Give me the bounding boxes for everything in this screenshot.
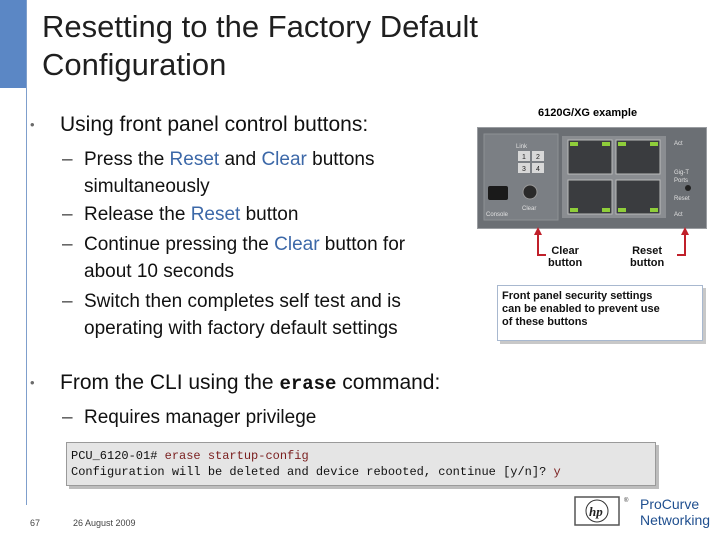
step-line-cont: simultaneously xyxy=(84,176,210,197)
text: button xyxy=(240,204,299,225)
hp-logo-icon xyxy=(574,496,620,526)
step-manager-privilege xyxy=(62,404,470,431)
bullet-text xyxy=(60,370,440,397)
dash: – xyxy=(62,291,73,312)
text: button for xyxy=(319,234,406,255)
ports-label: Ports xyxy=(674,178,689,184)
text: buttons xyxy=(306,149,375,170)
clear-button-label xyxy=(548,245,582,269)
text: Continue pressing the xyxy=(84,234,275,255)
title-line-2: Configuration xyxy=(42,47,227,82)
cli-line-2 xyxy=(71,464,655,480)
step-line xyxy=(70,231,470,258)
step-release-reset xyxy=(62,201,470,228)
page-number: 67 xyxy=(30,518,41,528)
procurve-brand xyxy=(640,496,710,528)
clear-highlight: Clear xyxy=(274,234,320,255)
dash: – xyxy=(62,407,73,428)
act-bottom-label: Act xyxy=(674,212,683,218)
cli-output: Configuration will be deleted and device rebooted, continue [y/n]? xyxy=(71,465,554,479)
bullet-text: Using front panel control buttons: xyxy=(60,113,369,136)
cli-line-1 xyxy=(71,448,655,464)
clear-highlight: Clear xyxy=(261,149,307,170)
step-line-cont: operating with factory default settings xyxy=(84,318,398,339)
brand-line1: ProCurve xyxy=(640,496,700,512)
text: command: xyxy=(336,371,441,394)
blue-accent-block xyxy=(0,0,26,88)
step-line xyxy=(70,201,470,228)
dash: – xyxy=(62,204,73,225)
reset-button-label xyxy=(630,245,664,269)
reset-label-small: Reset xyxy=(674,196,690,202)
port-number: 1 xyxy=(522,154,526,161)
reset-highlight: Reset xyxy=(190,204,241,225)
port-number: 2 xyxy=(536,154,540,161)
cli-answer: y xyxy=(553,465,561,479)
reset-label-line2: button xyxy=(630,257,665,269)
left-accent-bar xyxy=(0,0,26,540)
port-number: 4 xyxy=(536,166,540,173)
callout-line2: can be enabled to prevent use xyxy=(502,303,660,315)
step-press-buttons xyxy=(62,146,470,200)
clear-label-line1: Clear xyxy=(551,245,579,257)
port-number: 3 xyxy=(522,166,526,173)
brand-line2: Networking xyxy=(640,512,711,528)
clear-arrow-head xyxy=(534,227,542,235)
step-line-cont: about 10 seconds xyxy=(84,261,235,282)
hp-logo-text: hp xyxy=(589,504,603,519)
act-top-label: Act xyxy=(674,141,683,147)
clear-label-line2: button xyxy=(548,257,583,269)
title-line-1: Resetting to the Factory Default xyxy=(42,9,478,44)
dash: – xyxy=(62,149,73,170)
cli-box xyxy=(66,442,656,486)
gig-t-label: Gig-T xyxy=(674,170,689,176)
left-divider-line xyxy=(26,0,27,505)
slide-title xyxy=(42,8,602,84)
callout-line1: Front panel security settings xyxy=(502,290,653,302)
text: From the CLI using the xyxy=(60,371,280,394)
clear-label-small: Clear xyxy=(522,206,537,212)
cli-prompt: PCU_6120-01# xyxy=(71,449,165,463)
text: Release the xyxy=(84,204,191,225)
step-self-test xyxy=(62,288,470,342)
reset-label-line1: Reset xyxy=(632,245,663,257)
step-continue-clear xyxy=(62,231,470,285)
security-callout xyxy=(497,285,703,341)
photo-caption: 6120G/XG example xyxy=(538,107,638,119)
footer-date: 26 August 2009 xyxy=(73,518,136,528)
bullet-dot: • xyxy=(30,375,35,390)
bullet-dot: • xyxy=(30,117,35,132)
callout-line3: of these buttons xyxy=(502,316,588,328)
text: and xyxy=(219,149,262,170)
front-panel-drawing xyxy=(478,128,706,228)
step-line: Requires manager privilege xyxy=(84,407,317,428)
reset-arrow-head xyxy=(681,227,689,235)
switch-front-panel-image xyxy=(477,127,707,229)
erase-code: erase xyxy=(279,373,337,395)
step-line: Switch then completes self test and is xyxy=(84,291,401,312)
link-label: Link xyxy=(516,144,528,150)
cli-command: erase startup-config xyxy=(164,449,309,463)
registered-mark: ® xyxy=(624,498,629,504)
console-label: Console xyxy=(486,212,509,218)
reset-highlight: Reset xyxy=(169,149,220,170)
text: Press the xyxy=(84,149,170,170)
dash: – xyxy=(62,234,73,255)
step-line xyxy=(70,146,470,173)
